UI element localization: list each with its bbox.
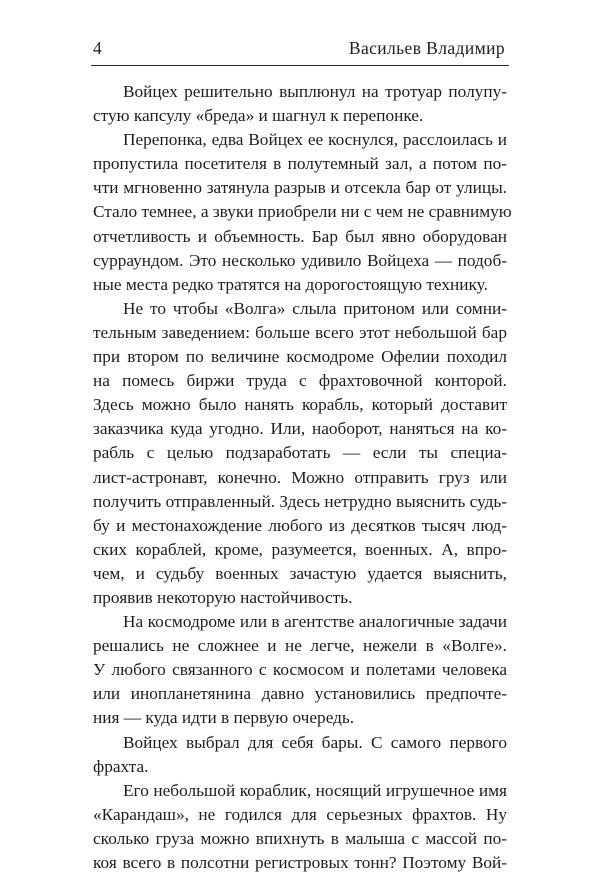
- text-line: решались не сложнее и не легче, нежели в «Волге».: [93, 636, 507, 656]
- text-line: ные места редко тратятся на дорогостоящую технику.: [93, 274, 488, 294]
- paragraph: [93, 610, 507, 730]
- text-line: ния — куда идти в первую очередь.: [93, 708, 355, 728]
- text-line: сурраундом. Это несколько удивило Войцеха — подоб-: [93, 250, 507, 270]
- body-text: [93, 80, 512, 875]
- paragraph: [93, 731, 507, 779]
- text-line: рабль с целью подзаработать — если ты специа-: [93, 443, 507, 463]
- text-line: отчетливость и объемность. Бар был явно оборудован: [93, 226, 507, 246]
- text-line: ских кораблей, кроме, разумеется, военных. А, впро-: [93, 539, 507, 559]
- text-line: чем, и судьбу военных зачастую удается выяснить,: [93, 563, 507, 583]
- text-line: бу и местонахождение любого из десятков тысяч люд-: [93, 515, 507, 535]
- text-line: Перепонка, едва Войцех ее коснулся, расслоилась и: [123, 130, 507, 150]
- text-line: Здесь можно было нанять корабль, который доставит: [93, 395, 507, 415]
- page-number: 4: [93, 38, 102, 58]
- text-line: Стало темнее, а звуки приобрели ни с чем не сравнимую: [93, 202, 512, 222]
- running-head: [93, 38, 505, 62]
- text-line: проявив некоторую настойчивость.: [93, 587, 353, 607]
- text-line: коя всего в полсотни регистровых тонн? Поэтому Вой-: [93, 853, 507, 872]
- text-line: лист-астронавт, конечно. Можно отправить груз или: [93, 467, 507, 487]
- paragraph: [93, 128, 512, 297]
- text-line: Войцех выбрал для себя бары. С самого первого: [123, 732, 507, 752]
- header-rule: [91, 65, 509, 66]
- text-line: Войцех решительно выплюнул на тротуар полупу-: [123, 82, 507, 101]
- text-line: пропустила посетителя в полутемный зал, а потом по-: [93, 154, 507, 174]
- text-line: Не то чтобы «Волга» слыла притоном или сомни-: [123, 298, 507, 318]
- text-line: или инопланетянина давно установились предпочте-: [93, 684, 507, 704]
- paragraph: [93, 80, 507, 128]
- text-line: чти мгновенно затянула разрыв и отсекла бар от улицы.: [93, 178, 507, 198]
- text-line: при втором по величине космодроме Офелии походил: [93, 347, 507, 367]
- text-line: получить отправленный. Здесь нетрудно выяснить судь-: [93, 491, 508, 511]
- text-line: тельным заведением: больше всего этот небольшой бар: [93, 322, 507, 342]
- text-line: «Карандаш», не годился для серьезных фрахтов. Ну: [93, 804, 507, 824]
- text-line: фрахта.: [93, 756, 149, 776]
- paragraph: [93, 297, 507, 610]
- text-line: У любого связанного с космосом и полетами человека: [93, 660, 507, 680]
- text-line: сколько груза можно впихнуть в малыша с массой по-: [93, 828, 507, 848]
- paragraph: [93, 779, 507, 875]
- text-line: Его небольшой кораблик, носящий игрушечное имя: [123, 780, 507, 800]
- text-line: на помесь биржи труда с фрахтовочной конторой.: [93, 371, 507, 391]
- text-line: заказчика куда угодно. Или, наоборот, наняться на ко-: [93, 419, 507, 439]
- text-line: стую капсулу «бреда» и шагнул к перепонке.: [93, 106, 424, 126]
- text-line: На космодроме или в агентстве аналогичные задачи: [123, 612, 507, 632]
- running-head-author: Васильев Владимир: [348, 38, 505, 58]
